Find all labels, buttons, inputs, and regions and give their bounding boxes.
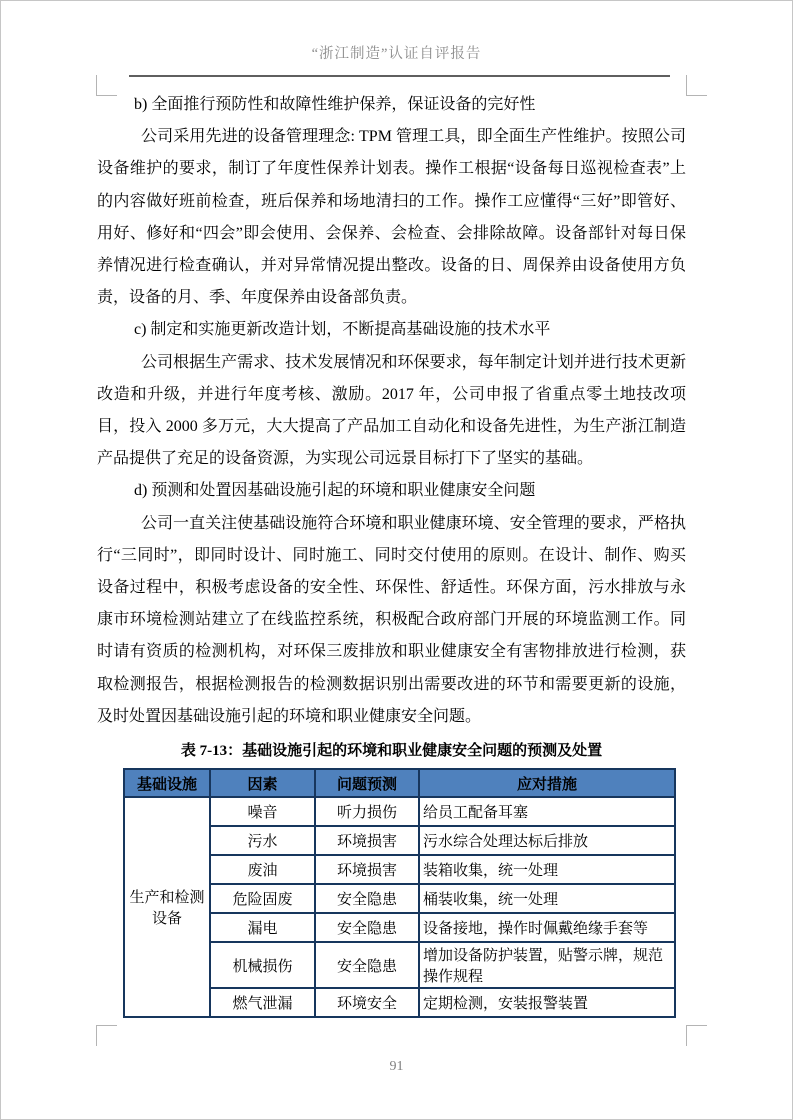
- factor-cell: 漏电: [210, 913, 315, 942]
- table-row: [124, 797, 675, 826]
- safety-prediction-table: [123, 768, 676, 1018]
- measure-cell: 装箱收集，统一处理: [419, 855, 675, 884]
- factor-cell: 危险固废: [210, 884, 315, 913]
- problem-cell: 环境损害: [315, 826, 419, 855]
- section-c-paragraph: 公司根据生产需求、技术发展情况和环保要求，每年制定计划并进行技术更新改造和升级，并进行年度考核、激励。2017 年，公司申报了省重点零土地技改项目，投入 2000 多万元，大大提高了产品加工自动化和设备先进性，为生产浙江制造产品提供了充足的设备资源，为实现公司远景目标打下了坚实的基础。: [97, 353, 686, 468]
- section-b-heading: b) 全面推行预防性和故障性维护保养，保证设备的完好性: [134, 96, 536, 113]
- measure-cell: 增加设备防护装置，贴警示牌，规范操作规程: [419, 942, 675, 988]
- table-caption: 表 7-13：基础设施引起的环境和职业健康安全问题的预测及处置: [180, 743, 603, 760]
- header-cell-measure: 应对措施: [419, 769, 675, 797]
- problem-cell: 安全隐患: [315, 942, 419, 988]
- factor-cell: 废油: [210, 855, 315, 884]
- factor-cell: 燃气泄漏: [210, 988, 315, 1017]
- measure-cell: 设备接地，操作时佩戴绝缘手套等: [419, 913, 675, 942]
- header-rule: [129, 75, 670, 77]
- problem-cell: 安全隐患: [315, 913, 419, 942]
- problem-cell: 环境安全: [315, 988, 419, 1017]
- header-cell-factor: 因素: [210, 769, 315, 797]
- problem-cell: 听力损伤: [315, 797, 419, 826]
- running-header-title: “浙江制造”认证自评报告: [311, 46, 482, 62]
- section-d-paragraph: 公司一直关注使基础设施符合环境和职业健康环境、安全管理的要求，严格执行“三同时”，即同时设计、同时施工、同时交付使用的原则。在设计、制作、购买设备过程中，积极考虑设备的安全性、环保性、舒适性。环保方面，污水排放与永康市环境检测站建立了在线监控系统，积极配合政府部门开展的环境监测工作。同时请有资质的检测机构，对环保三废排放和职业健康安全有害物排放进行检测，获取检测报告，根据检测报告的检测数据识别出需要改进的环节和需要更新的设施，及时处置因基础设施引起的环境和职业健康安全问题。: [97, 514, 686, 725]
- problem-cell: 环境损害: [315, 855, 419, 884]
- measure-cell: 给员工配备耳塞: [419, 797, 675, 826]
- measure-cell: 定期检测，安装报警装置: [419, 988, 675, 1017]
- margin-corner-mark-bottom-left: [96, 1025, 117, 1046]
- section-b-paragraph: 公司采用先进的设备管理理念: TPM 管理工具，即全面生产性维护。按照公司设备维护的要求，制订了年度性保养计划表。操作工根据“设备每日巡视检查表”上的内容做好班前检查，班后保养和场地清扫的工作。操作工应懂得“三好”即管好、用好、修好和“四会”即会使用、会保养、会检查、会排除故障。设备部针对每日保养情况进行检查确认，并对异常情况提出整改。设备的日、周保养由设备使用方负责，设备的月、季、年度保养由设备部负责。: [97, 128, 686, 307]
- margin-corner-mark-bottom-right: [686, 1025, 707, 1046]
- header-cell-facility: 基础设施: [124, 769, 210, 797]
- factor-cell: 污水: [210, 826, 315, 855]
- factor-cell: 噪音: [210, 797, 315, 826]
- measure-cell: 污水综合处理达标后排放: [419, 826, 675, 855]
- section-d-heading: d) 预测和处置因基础设施引起的环境和职业健康安全问题: [134, 482, 536, 500]
- header-cell-problem: 问题预测: [315, 769, 419, 797]
- page-body: [97, 89, 686, 1018]
- facility-group-cell: 生产和检测设备: [124, 797, 210, 1017]
- section-c-heading: c) 制定和实施更新改造计划，不断提高基础设施的技术水平: [134, 321, 551, 339]
- factor-cell: 机械损伤: [210, 942, 315, 988]
- table-header-row: [124, 769, 675, 797]
- margin-corner-mark-top-right: [686, 75, 707, 96]
- measure-cell: 桶装收集，统一处理: [419, 884, 675, 913]
- page-number: 91: [389, 1059, 404, 1074]
- problem-cell: 安全隐患: [315, 884, 419, 913]
